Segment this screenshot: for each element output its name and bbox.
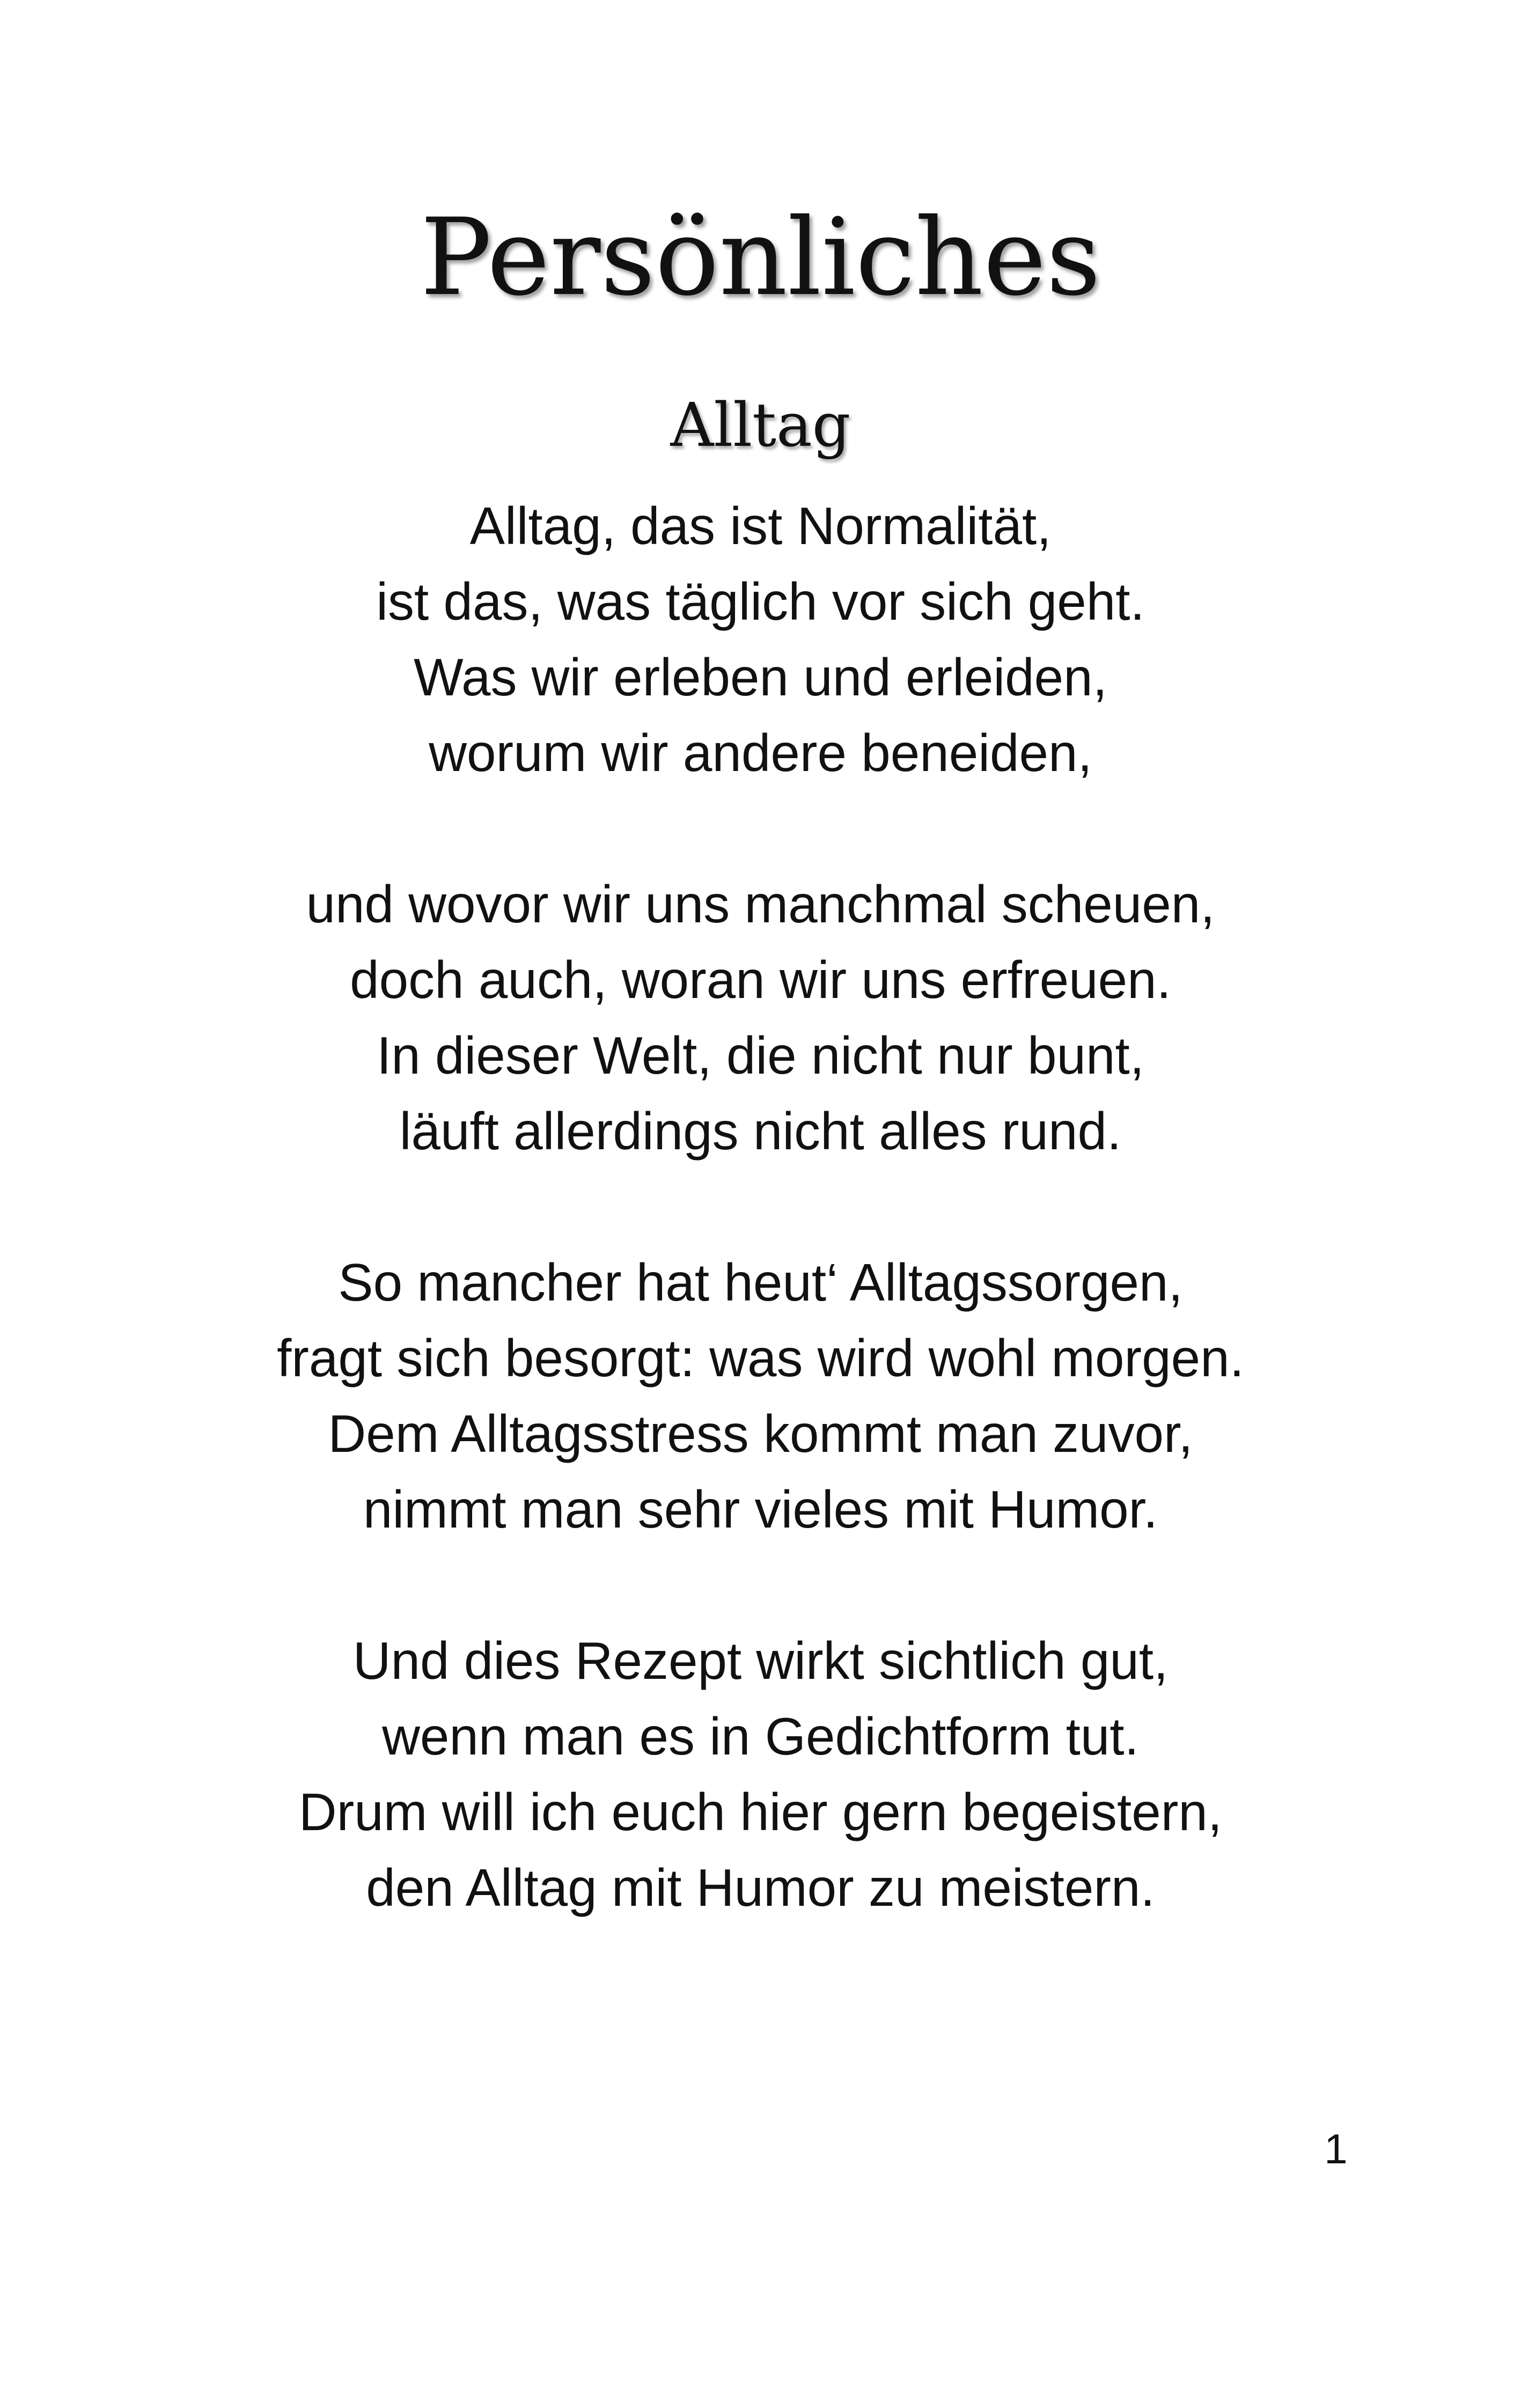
poem-line: Dem Alltagsstress kommt man zuvor,	[328, 1404, 1193, 1463]
stanza-2	[0, 867, 1521, 1169]
poem-line: den Alltag mit Humor zu meistern.	[366, 1858, 1155, 1917]
poem-line: ist das, was täglich vor sich geht.	[376, 572, 1145, 631]
poem-line: und wovor wir uns manchmal scheuen,	[306, 875, 1215, 934]
poem-line: doch auch, woran wir uns erfreuen.	[350, 950, 1171, 1009]
stanza-4	[0, 1623, 1521, 1926]
stanza-3	[0, 1245, 1521, 1547]
poem-line: Und dies Rezept wirkt sichtlich gut,	[352, 1631, 1169, 1690]
poem-line: fragt sich besorgt: was wird wohl morgen.	[277, 1328, 1244, 1387]
page-number: 1	[1324, 2125, 1348, 2172]
poem-body	[0, 488, 1521, 2001]
poem-line: So mancher hat heut‘ Alltagssorgen,	[338, 1253, 1183, 1312]
poem-line: worum wir andere beneiden,	[429, 723, 1092, 782]
poem-line: In dieser Welt, die nicht nur bunt,	[377, 1026, 1144, 1085]
stanza-1	[0, 488, 1521, 791]
poem-line: wenn man es in Gedichtform tut.	[382, 1707, 1139, 1766]
poem-line: läuft allerdings nicht alles rund.	[399, 1102, 1122, 1161]
poem-line: Alltag, das ist Normalität,	[469, 496, 1052, 555]
poem-line: nimmt man sehr vieles mit Humor.	[363, 1480, 1158, 1539]
poem-line: Was wir erleben und erleiden,	[414, 648, 1107, 707]
chapter-title: Persönliches	[420, 195, 1101, 319]
poem-line: Drum will ich euch hier gern begeistern,	[298, 1782, 1223, 1841]
poem-title: Alltag	[670, 391, 851, 460]
